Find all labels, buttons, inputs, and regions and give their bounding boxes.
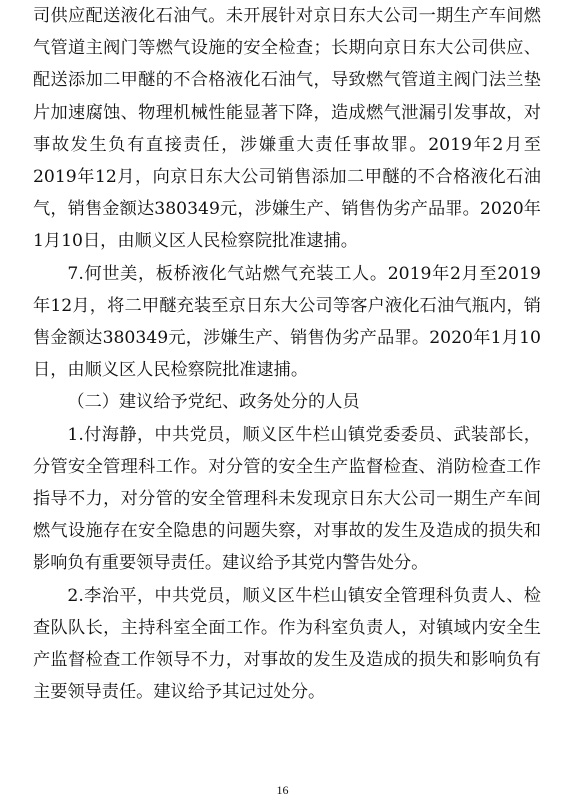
section-heading: （二）建议给予党纪、政务处分的人员 [67,392,360,413]
paragraph-item-7: 7.何世美，板桥液化气站燃气充装工人。2019年2月至2019年12月，将二甲醚充装至京日东大公司等客户液化石油气瓶内，销售金额达380349元，涉嫌生产、销售伪劣产品罪。2020年1月10日，由顺义区人民检察院批准逮捕。 [33,263,541,381]
paragraph-continuation: 司供应配送液化石油气。未开展针对京日东大公司一期生产车间燃气管道主阀门等燃气设施的安全检查；长期向京日东大公司供应、配送添加二甲醚的不合格液化石油气，导致燃气管道主阀门法兰垫片加速腐蚀、物理机械性能显著下降，造成燃气泄漏引发事故，对事故发生负有直接责任，涉嫌重大责任事故罪。2019年2月至2019年12月，向京日东大公司销售添加二甲醚的不合格液化石油气，销售金额达380349元，涉嫌生产、销售伪劣产品罪。2020年1月10日，由顺义区人民检察院批准逮捕。 [33,6,541,252]
document-body [33,0,541,708]
paragraph-item-2: 2.李治平，中共党员，顺义区牛栏山镇安全管理科负责人、检查队队长，主持科室全面工作。作为科室负责人，对镇域内安全生产监督检查工作领导不力，对事故的发生及造成的损失和影响负有主要领导责任。建议给予其记过处分。 [33,585,541,703]
paragraph-item-1: 1.付海静，中共党员，顺义区牛栏山镇党委委员、武装部长，分管安全管理科工作。对分管的安全生产监督检查、消防检查工作指导不力，对分管的安全管理科未发现京日东大公司一期生产车间燃气设施存在安全隐患的问题失察，对事故的发生及造成的损失和影响负有重要领导责任。建议给予其党内警告处分。 [33,424,541,574]
page-number: 16 [276,783,289,797]
